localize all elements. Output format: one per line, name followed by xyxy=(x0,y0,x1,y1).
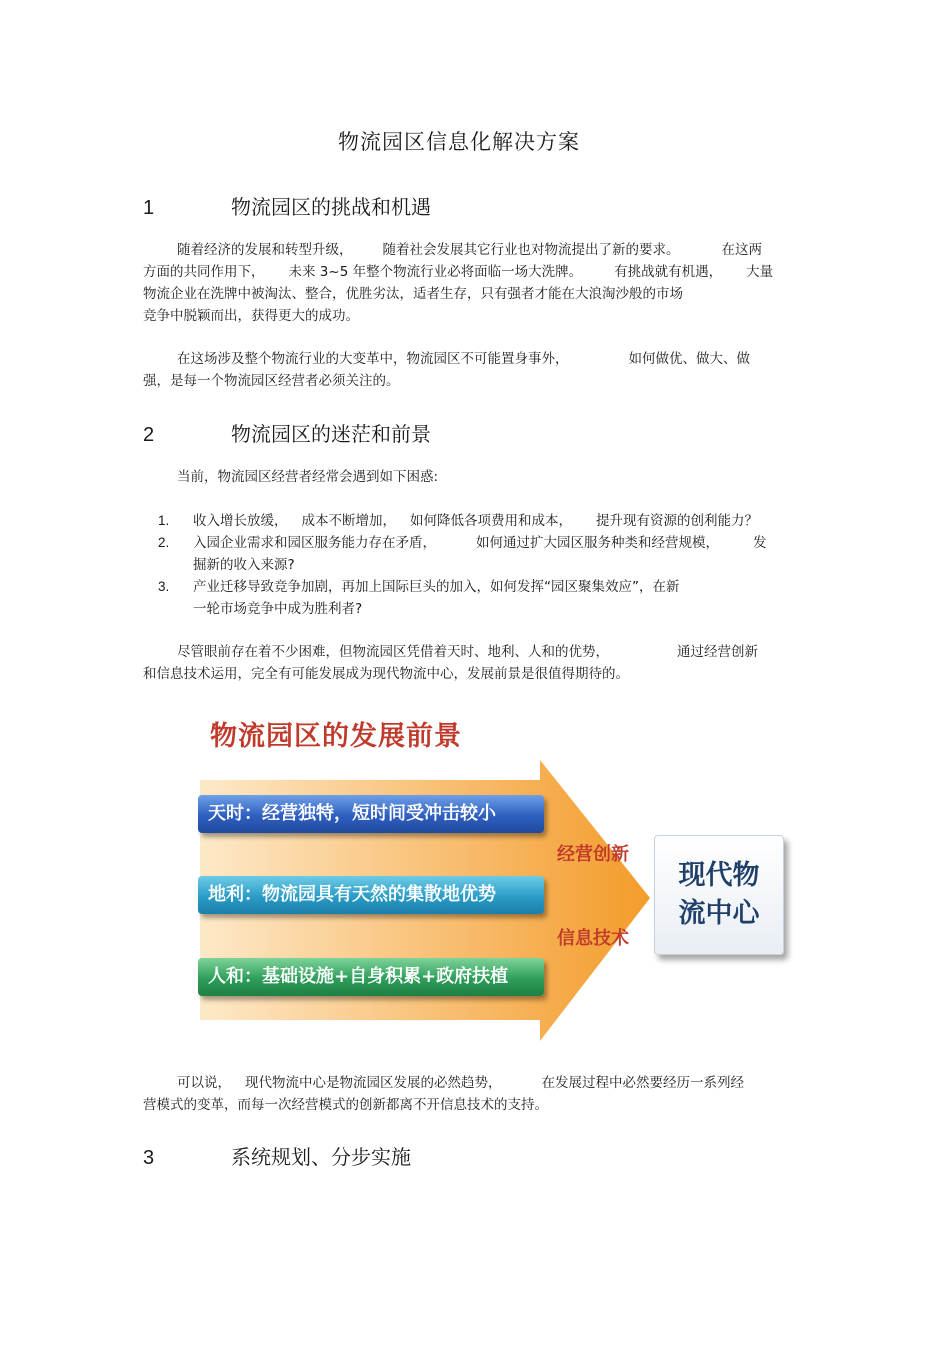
list-text-continued: 掘新的收入来源? xyxy=(193,557,295,573)
factor-bar-people: 人和：基础设施+自身积累+政府扶植 xyxy=(198,958,544,996)
text-run: 可以说， xyxy=(177,1075,231,1091)
paragraph-intro xyxy=(143,466,813,488)
section-title: 物流园区的迷茫和前景 xyxy=(231,422,431,446)
list-text: 产业迁移导致竞争加剧，再加上国际巨头的加入，如何发挥“园区聚集效应”，在新 xyxy=(193,579,680,595)
text-run: 发 xyxy=(753,535,767,551)
text-run: 收入增长放缓， xyxy=(193,513,288,529)
text-run: 未来 3~5 年整个物流行业必将面临一场大洗牌。 xyxy=(288,264,583,280)
list-number: 2. xyxy=(158,535,170,550)
text-run: 物流企业在洗牌中被淘汰、整合，优胜劣汰，适者生存，只有强者才能在大浪淘沙般的市场 xyxy=(143,286,683,302)
text-run: 在这两 xyxy=(721,242,762,258)
text-run: 竞争中脱颖而出，获得更大的成功。 xyxy=(143,308,359,324)
center-line: 流中心 xyxy=(678,898,760,929)
list-number: 3. xyxy=(158,579,170,594)
text-line xyxy=(143,1094,813,1116)
text-run: 成本不断增加， xyxy=(301,513,396,529)
text-run: 通过经营创新 xyxy=(677,644,758,660)
section-number: 1 xyxy=(143,197,155,219)
section-heading-3 xyxy=(143,1141,411,1170)
text-run: 尽管眼前存在着不少困难，但物流园区凭借着天时、地利、人和的优势， xyxy=(177,644,609,660)
text-run: 在这场涉及整个物流行业的大变革中，物流园区不可能置身事外， xyxy=(177,351,569,367)
logistics-center-box xyxy=(654,835,784,955)
text-run: 营模式的变革，而每一次经营模式的创新都离不开信息技术的支持。 xyxy=(143,1097,548,1113)
section-heading-1 xyxy=(143,191,431,220)
text-run: 现代物流中心是物流园区发展的必然趋势， xyxy=(245,1075,502,1091)
text-run: 随着经济的发展和转型升级， xyxy=(177,242,353,258)
text-line xyxy=(143,1072,813,1094)
text-line xyxy=(143,305,813,327)
text-run: 方面的共同作用下， xyxy=(143,264,265,280)
text-line xyxy=(143,663,813,685)
list-text-continued: 一轮市场竞争中成为胜利者? xyxy=(193,601,363,617)
text-line xyxy=(143,261,813,283)
text-run: 当前，物流园区经营者经常会遇到如下困惑: xyxy=(177,469,439,485)
paragraph-4 xyxy=(143,1072,813,1116)
text-line xyxy=(143,239,813,261)
factor-bar-timing: 天时：经营独特，短时间受冲击较小 xyxy=(198,795,544,833)
section-title: 物流园区的挑战和机遇 xyxy=(231,195,431,219)
list-text xyxy=(193,532,767,554)
arrow-label-innovation: 经营创新 xyxy=(557,844,629,865)
arrow-label-it: 信息技术 xyxy=(557,928,629,949)
text-run: 入园企业需求和园区服务能力存在矛盾， xyxy=(193,535,436,551)
text-run: 如何通过扩大园区服务种类和经营规模， xyxy=(476,535,719,551)
text-run: 大量 xyxy=(746,264,774,280)
text-run: 如何降低各项费用和成本， xyxy=(410,513,572,529)
paragraph-3 xyxy=(143,641,813,685)
section-number: 2 xyxy=(143,424,155,446)
text-run: 随着社会发展其它行业也对物流提出了新的要求。 xyxy=(382,242,680,258)
text-line xyxy=(143,466,813,488)
text-line xyxy=(143,370,813,392)
text-line xyxy=(143,641,813,663)
list-text xyxy=(193,510,758,532)
text-line xyxy=(143,283,813,305)
text-run: 有挑战就有机遇， xyxy=(614,264,723,280)
center-line: 现代物 xyxy=(678,860,760,891)
list-number: 1. xyxy=(158,513,170,528)
page-title: 物流园区信息化解决方案 xyxy=(338,130,580,154)
text-run: 如何做优、做大、做 xyxy=(628,351,750,367)
section-number: 3 xyxy=(143,1147,155,1169)
section-title: 系统规划、分步实施 xyxy=(231,1145,411,1169)
section-heading-2 xyxy=(143,418,431,447)
figure-title: 物流园区的发展前景 xyxy=(210,721,462,752)
text-run: 强，是每一个物流园区经营者必须关注的。 xyxy=(143,373,400,389)
paragraph-2 xyxy=(143,348,813,392)
text-run: 在发展过程中必然要经历一系列经 xyxy=(541,1075,744,1091)
text-line xyxy=(143,348,813,370)
factor-bar-location: 地利：物流园具有天然的集散地优势 xyxy=(198,876,544,914)
development-prospect-figure xyxy=(190,708,800,1053)
text-run: 和信息技术运用，完全有可能发展成为现代物流中心，发展前景是很值得期待的。 xyxy=(143,666,629,682)
paragraph-1 xyxy=(143,239,813,327)
text-run: 提升现有资源的创利能力？ xyxy=(596,513,758,529)
